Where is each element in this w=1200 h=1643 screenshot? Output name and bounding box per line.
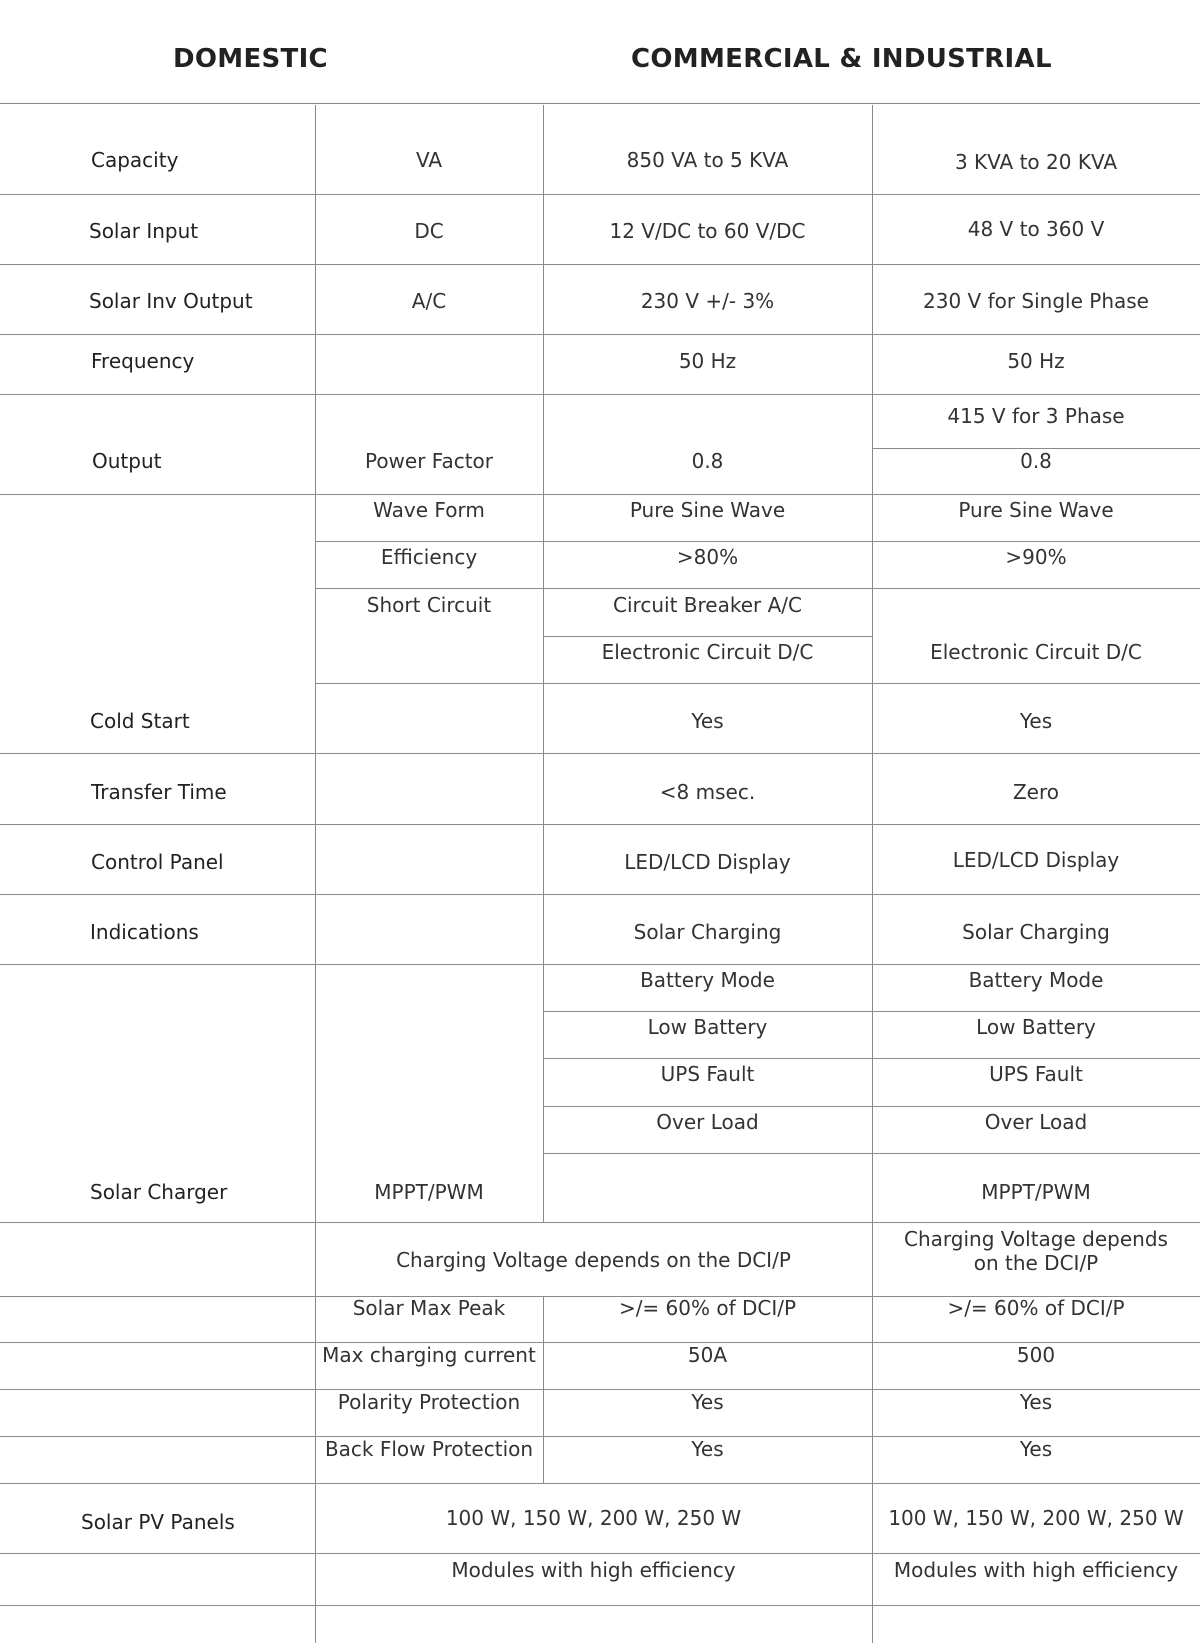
solar-input-commercial: 48 V to 360 V	[967, 217, 1105, 241]
solar-inv-output-domestic: 230 V +/- 3%	[640, 289, 775, 313]
frequency-domestic: 50 Hz	[678, 349, 737, 373]
solar-max-peak-domestic: >/= 60% of DCI/P	[618, 1296, 797, 1320]
control-panel-commercial: LED/LCD Display	[952, 848, 1120, 872]
battery-mode-domestic: Battery Mode	[640, 968, 775, 992]
power-factor-commercial: 0.8	[1020, 449, 1052, 473]
power-factor-domestic: 0.8	[691, 449, 724, 473]
solar-inv-output-unit: A/C	[411, 289, 447, 313]
solar-charging-commercial: Solar Charging	[962, 920, 1110, 944]
max-charging-current-param: Max charging current	[322, 1343, 536, 1367]
solar-input-domestic: 12 V/DC to 60 V/DC	[609, 219, 806, 243]
wave-form-commercial: Pure Sine Wave	[958, 498, 1114, 522]
capacity-label: Capacity	[91, 148, 179, 172]
low-battery-commercial: Low Battery	[976, 1015, 1096, 1039]
modules-domestic: Modules with high efficiency	[451, 1558, 736, 1582]
over-load-commercial: Over Load	[984, 1110, 1088, 1134]
short-circuit-domestic: Circuit Breaker A/C	[613, 593, 802, 617]
back-flow-protection-param: Back Flow Protection	[324, 1437, 534, 1461]
back-flow-protection-commercial: Yes	[1019, 1437, 1053, 1461]
indications-label: Indications	[90, 920, 199, 944]
polarity-protection-domestic: Yes	[691, 1390, 724, 1414]
efficiency-domestic: >80%	[676, 545, 739, 569]
low-battery-domestic: Low Battery	[647, 1015, 768, 1039]
frequency-label: Frequency	[91, 349, 195, 373]
polarity-protection-commercial: Yes	[1019, 1390, 1053, 1414]
electronic-circuit-commercial: Electronic Circuit D/C	[930, 640, 1142, 664]
max-charging-current-domestic: 50A	[687, 1343, 728, 1367]
ups-fault-commercial: UPS Fault	[989, 1062, 1083, 1086]
wave-form-domestic: Pure Sine Wave	[629, 498, 786, 522]
ups-fault-domestic: UPS Fault	[660, 1062, 755, 1086]
electronic-circuit-domestic: Electronic Circuit D/C	[601, 640, 814, 664]
solar-input-unit: DC	[414, 219, 444, 243]
charging-voltage-commercial-line2: on the DCI/P	[973, 1251, 1099, 1275]
efficiency-commercial: >90%	[1005, 545, 1067, 569]
solar-charging-domestic: Solar Charging	[633, 920, 782, 944]
mppt-pwm-commercial: MPPT/PWM	[981, 1180, 1091, 1204]
charging-voltage-commercial-line1: Charging Voltage depends	[904, 1227, 1168, 1251]
solar-input-label: Solar Input	[89, 219, 199, 243]
solar-pv-panels-domestic: 100 W, 150 W, 200 W, 250 W	[445, 1506, 742, 1530]
back-flow-protection-domestic: Yes	[691, 1437, 724, 1461]
short-circuit-param: Short Circuit	[366, 593, 492, 617]
cold-start-label: Cold Start	[90, 709, 190, 733]
efficiency-param: Efficiency	[380, 545, 478, 569]
charging-voltage-domestic: Charging Voltage depends on the DCI/P	[396, 1248, 791, 1272]
transfer-time-commercial: Zero	[1012, 780, 1060, 804]
mppt-pwm-param: MPPT/PWM	[374, 1180, 484, 1204]
cold-start-domestic: Yes	[691, 709, 724, 733]
solar-max-peak-param: Solar Max Peak	[352, 1296, 506, 1320]
power-factor-param: Power Factor	[364, 449, 494, 473]
wave-form-param: Wave Form	[373, 498, 485, 522]
cold-start-commercial: Yes	[1019, 709, 1053, 733]
solar-inv-output-commercial: 230 V for Single Phase	[923, 289, 1149, 313]
solar-charger-label: Solar Charger	[90, 1180, 228, 1204]
solar-max-peak-commercial: >/= 60% of DCI/P	[947, 1296, 1125, 1320]
solar-inv-output-label: Solar Inv Output	[89, 289, 253, 313]
modules-commercial: Modules with high efficiency	[893, 1558, 1179, 1582]
max-charging-current-commercial: 500	[1016, 1343, 1056, 1367]
solar-pv-panels-label: Solar PV Panels	[81, 1510, 235, 1534]
over-load-domestic: Over Load	[656, 1110, 759, 1134]
commercial-header: COMMERCIAL & INDUSTRIAL	[631, 44, 1052, 74]
transfer-time-domestic: <8 msec.	[659, 780, 756, 804]
frequency-commercial: 50 Hz	[1007, 349, 1065, 373]
capacity-domestic: 850 VA to 5 KVA	[626, 148, 789, 172]
control-panel-domestic: LED/LCD Display	[624, 850, 791, 874]
transfer-time-label: Transfer Time	[91, 780, 227, 804]
capacity-commercial: 3 KVA to 20 KVA	[954, 150, 1118, 174]
polarity-protection-param: Polarity Protection	[337, 1390, 521, 1414]
solar-pv-panels-commercial: 100 W, 150 W, 200 W, 250 W	[888, 1506, 1184, 1530]
output-label: Output	[92, 449, 162, 473]
control-panel-label: Control Panel	[91, 850, 224, 874]
battery-mode-commercial: Battery Mode	[968, 968, 1104, 992]
domestic-header: DOMESTIC	[173, 44, 328, 74]
three-phase-commercial: 415 V for 3 Phase	[947, 404, 1125, 428]
capacity-unit: VA	[415, 148, 443, 172]
